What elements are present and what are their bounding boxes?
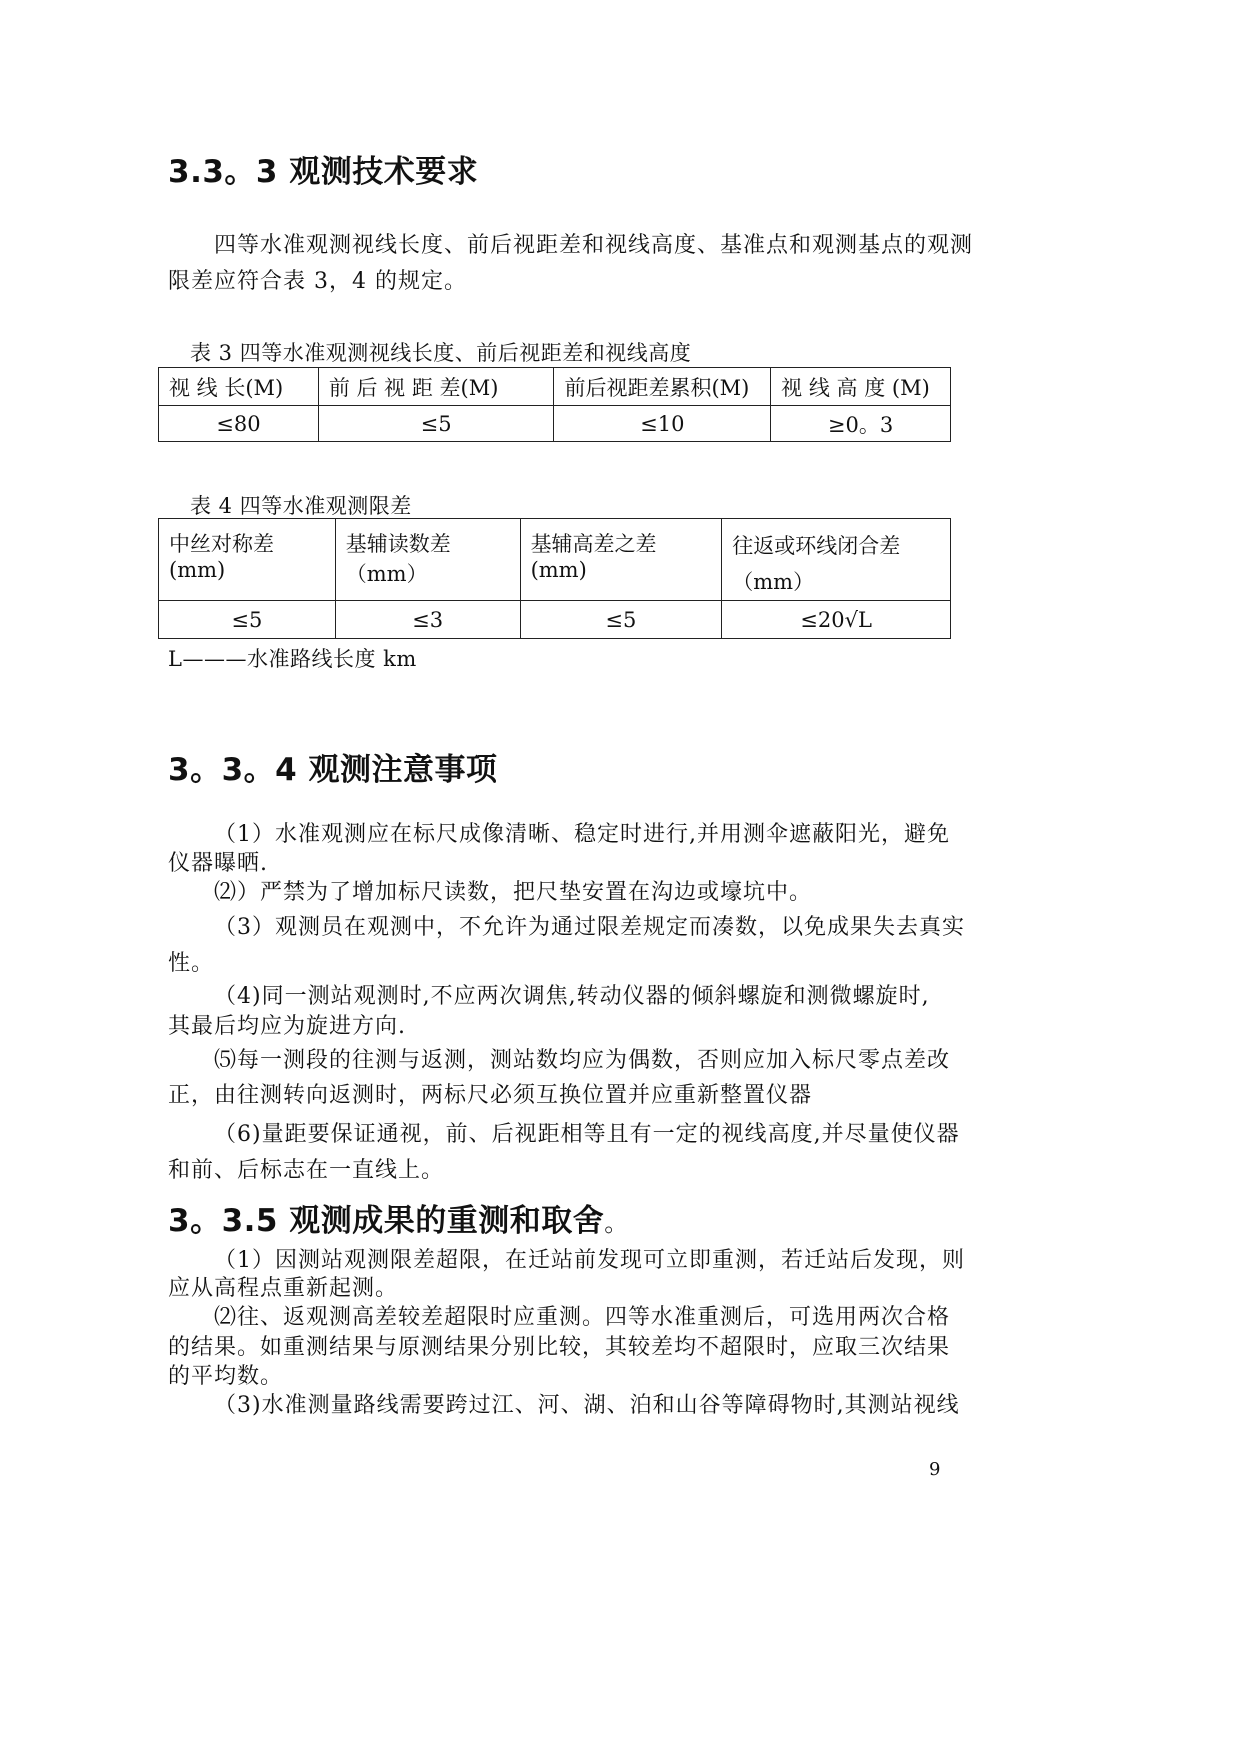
table3-cell: ≥0。3 — [771, 406, 951, 442]
paragraph-line: （6)量距要保证通视，前、后视距相等且有一定的视线高度,并尽量使仪器 — [214, 1122, 960, 1147]
paragraph-line: 应从高程点重新起测。 — [168, 1276, 399, 1301]
section-heading-335-wrapper — [168, 1195, 629, 1240]
paragraph-line: 性。 — [168, 951, 215, 976]
table4-header-cell-wrapped — [722, 519, 951, 601]
paragraph-line: ⑸每一测段的往测与返测，测站数均应为偶数，否则应加入标尺零点差改 — [214, 1048, 951, 1073]
paragraph-line: （4)同一测站观测时,不应两次调焦,转动仪器的倾斜螺旋和测微螺旋时, — [214, 984, 930, 1009]
table3-header-cell: 视 线 高 度 (M) — [771, 368, 951, 406]
table3-data-row — [159, 406, 951, 442]
table4-header-line: （mm） — [732, 570, 815, 594]
table3-header-cell: 前 后 视 距 差(M) — [318, 368, 554, 406]
paragraph-line: 正，由往测转向返测时，两标尺必须互换位置并应重新整置仪器 — [168, 1083, 813, 1108]
paragraph-line: （3）观测员在观测中，不允许为通过限差规定而凑数，以免成果失去真实 — [214, 915, 965, 940]
section-heading-335-tail: 。 — [604, 1209, 630, 1237]
table4-header-line: 往返或环线闭合差 — [732, 534, 901, 558]
table3-header-cell: 前后视距差累积(M) — [554, 368, 771, 406]
paragraph-line: （1）因测站观测限差超限，在迁站前发现可立即重测，若迁站后发现，则 — [214, 1248, 965, 1273]
paragraph-line: 限差应符合表 3，4 的规定。 — [168, 269, 467, 294]
paragraph-line: （1）水准观测应在标尺成像清晰、稳定时进行,并用测伞遮蔽阳光，避免 — [214, 822, 950, 847]
paragraph-line: 四等水准观测视线长度、前后视距差和视线高度、基准点和观测基点的观测 — [214, 233, 974, 258]
table3-header-cell: 视 线 长(M) — [159, 368, 319, 406]
table3-cell: ≤5 — [318, 406, 554, 442]
table3 — [158, 367, 951, 442]
table4-caption: 表 4 四等水准观测限差 — [190, 494, 412, 518]
paragraph-line: 其最后均应为旋进方向. — [168, 1014, 406, 1039]
page-number: 9 — [929, 1459, 941, 1480]
table4-cell: ≤5 — [520, 601, 722, 639]
table4-cell: ≤3 — [335, 601, 520, 639]
paragraph-line: 和前、后标志在一直线上。 — [168, 1158, 445, 1183]
paragraph-line: 的平均数。 — [168, 1364, 284, 1389]
table3-cell: ≤10 — [554, 406, 771, 442]
table4-header-row — [159, 519, 951, 601]
table4-header-cell: 中丝对称差(mm) — [159, 519, 336, 601]
section-heading-334: 3。3。4 观测注意事项 — [168, 752, 498, 788]
paragraph-line: （3)水准测量路线需要跨过江、河、湖、泊和山谷等障碍物时,其测站视线 — [214, 1393, 960, 1418]
table4-note: L———水准路线长度 km — [168, 647, 417, 671]
paragraph-line: ⑵往、返观测高差较差超限时应重测。四等水准重测后，可选用两次合格 — [214, 1305, 951, 1330]
table4-data-row — [159, 601, 951, 639]
table3-caption: 表 3 四等水准观测视线长度、前后视距差和视线高度 — [190, 341, 692, 365]
section-heading-335: 3。3.5 观测成果的重测和取舍 — [168, 1203, 605, 1239]
table4-cell: ≤20√L — [722, 601, 951, 639]
paragraph-line: 的结果。如重测结果与原测结果分别比较，其较差均不超限时，应取三次结果 — [168, 1335, 951, 1360]
table4 — [158, 518, 951, 639]
table3-cell: ≤80 — [159, 406, 319, 442]
paragraph-line: ⑵）严禁为了增加标尺读数，把尺垫安置在沟边或壕坑中。 — [214, 880, 813, 905]
paragraph-line: 仪器曝晒. — [168, 851, 268, 876]
table4-header-cell: 基辅读数差（mm） — [335, 519, 520, 601]
section-heading-333: 3.3。3 观测技术要求 — [168, 154, 479, 190]
table4-header-cell: 基辅高差之差(mm) — [520, 519, 722, 601]
table4-cell: ≤5 — [159, 601, 336, 639]
table3-header-row — [159, 368, 951, 406]
